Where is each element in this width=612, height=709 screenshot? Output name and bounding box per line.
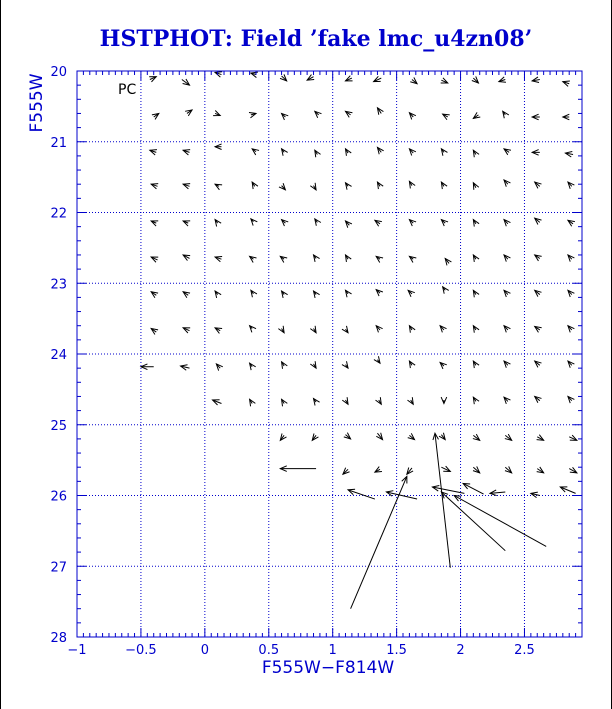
- vector-arrow: [535, 326, 542, 332]
- vector-arrow: [375, 467, 382, 473]
- vector-arrow: [342, 397, 348, 404]
- vector-head: [314, 255, 320, 262]
- x-tick-label: −0.5: [125, 643, 157, 658]
- vector-arrow: [473, 326, 479, 333]
- vector-head: [473, 255, 479, 262]
- x-tick-label: 1: [328, 643, 337, 658]
- vector-arrow: [443, 114, 450, 120]
- vector-head: [409, 326, 415, 333]
- vector-arrow: [251, 219, 257, 226]
- x-tick-label: −1: [67, 643, 87, 658]
- vector-arrow: [345, 111, 352, 117]
- vector-arrow: [563, 114, 570, 120]
- vector-arrow: [348, 489, 375, 499]
- vector-arrow: [183, 150, 190, 155]
- vector-arrow: [250, 326, 256, 333]
- vector-head: [282, 149, 288, 156]
- vector-arrow: [535, 182, 542, 188]
- vector-arrow: [569, 467, 577, 473]
- x-tick-label: 0: [200, 643, 209, 658]
- vector-arrow: [440, 362, 447, 368]
- vector-head: [443, 287, 449, 294]
- vector-arrow: [433, 433, 450, 567]
- vector-arrow: [377, 182, 383, 189]
- vector-arrow: [376, 397, 382, 404]
- vector-arrow: [473, 150, 479, 157]
- vector-arrow: [504, 180, 510, 187]
- vector-head: [377, 108, 383, 115]
- vector-head: [215, 328, 222, 334]
- vector-head: [473, 220, 479, 227]
- vector-arrow: [473, 361, 479, 368]
- vector-head: [503, 111, 509, 118]
- vector-arrow: [314, 291, 320, 298]
- vector-arrow: [278, 326, 284, 333]
- vector-head: [314, 399, 320, 406]
- vector-arrow: [342, 326, 348, 333]
- vector-arrow: [183, 221, 190, 226]
- vector-head: [183, 221, 190, 226]
- vector-arrow: [473, 466, 480, 472]
- vector-arrow: [182, 79, 190, 85]
- vector-arrow: [315, 219, 321, 226]
- vector-arrow: [280, 466, 316, 472]
- vector-arrow: [504, 149, 511, 155]
- vector-arrow: [310, 361, 316, 368]
- vector-arrow: [249, 112, 256, 117]
- vector-arrow: [215, 220, 221, 227]
- vector-arrow: [282, 291, 288, 298]
- x-axis-label: F555W−F814W: [261, 658, 395, 678]
- vector-head: [377, 182, 383, 189]
- y-tick-label: 23: [50, 277, 67, 293]
- vector-arrow: [441, 220, 448, 226]
- vector-arrow: [504, 220, 510, 227]
- vector-arrow: [473, 112, 480, 118]
- vector-arrow: [499, 77, 506, 82]
- vector-arrow: [345, 149, 351, 156]
- x-tick-label: 2.5: [514, 643, 535, 658]
- vector-arrow: [315, 150, 321, 157]
- vector-arrow: [441, 78, 448, 83]
- vector-arrow: [280, 433, 286, 440]
- vector-arrow: [473, 220, 479, 227]
- vector-arrow: [252, 149, 259, 155]
- vector-arrow: [151, 292, 158, 298]
- vector-shaft: [463, 483, 483, 494]
- vector-head: [409, 361, 415, 368]
- vector-shaft: [560, 487, 575, 493]
- vector-arrow: [441, 466, 450, 471]
- vector-arrow: [473, 183, 478, 190]
- vector-arrow: [568, 361, 574, 368]
- vector-arrow: [441, 149, 447, 156]
- vector-arrow: [151, 329, 158, 335]
- vector-arrow: [409, 256, 416, 262]
- vector-arrow: [532, 150, 540, 156]
- vector-arrow: [532, 114, 540, 120]
- vector-arrow: [408, 290, 415, 296]
- vector-arrow: [535, 396, 542, 402]
- vector-arrow: [445, 258, 451, 265]
- vector-head: [213, 110, 220, 115]
- vector-arrow: [282, 362, 288, 369]
- vector-head: [250, 399, 256, 406]
- vector-arrow: [314, 399, 320, 406]
- vector-arrow: [183, 184, 190, 189]
- vector-arrow: [345, 255, 351, 262]
- vector-arrow: [152, 113, 159, 119]
- vector-arrow: [215, 72, 222, 77]
- vector-arrow: [504, 255, 510, 262]
- vector-head: [251, 72, 258, 77]
- vector-arrow: [473, 434, 480, 440]
- vector-arrow: [250, 363, 256, 370]
- vector-arrow: [215, 144, 222, 150]
- vector-head: [375, 467, 382, 473]
- vector-arrow: [503, 111, 509, 118]
- vector-head: [215, 184, 222, 190]
- vector-arrow: [376, 326, 382, 333]
- vector-arrow: [535, 218, 542, 224]
- vector-arrow: [310, 183, 316, 190]
- vector-arrow: [565, 151, 573, 157]
- vector-head: [151, 221, 158, 226]
- vector-arrow: [568, 290, 574, 297]
- vector-arrow: [181, 365, 190, 370]
- vector-arrow: [377, 147, 383, 154]
- vector-arrow: [504, 397, 510, 404]
- vector-arrow: [532, 77, 540, 83]
- x-tick-label: 0.5: [258, 643, 280, 658]
- vector-head: [278, 326, 284, 333]
- vector-head: [473, 183, 478, 190]
- vector-arrow: [441, 492, 505, 551]
- vector-head: [345, 183, 351, 190]
- vector-arrow: [282, 113, 289, 119]
- vector-head: [345, 290, 351, 297]
- vector-shaft: [441, 492, 505, 551]
- vector-head: [374, 356, 380, 363]
- vector-head: [473, 326, 479, 333]
- vector-arrow: [282, 220, 289, 226]
- vector-arrow: [386, 491, 417, 499]
- vector-field: [141, 72, 577, 609]
- vector-arrow: [376, 256, 383, 262]
- vector-arrow: [149, 77, 156, 82]
- vector-arrow: [279, 183, 285, 190]
- vector-arrow: [213, 110, 220, 115]
- vector-head: [251, 290, 257, 297]
- vector-arrow: [409, 220, 416, 226]
- vector-arrow: [568, 326, 574, 333]
- x-tick-label: 1.5: [386, 643, 407, 658]
- y-tick-label: 28: [50, 631, 67, 646]
- y-tick-label: 27: [50, 560, 67, 576]
- vector-arrow: [409, 149, 415, 156]
- vector-head: [310, 183, 316, 190]
- vector-arrow: [408, 433, 415, 439]
- vector-shaft: [454, 496, 546, 547]
- vector-arrow: [410, 77, 417, 83]
- vector-arrow: [215, 291, 221, 298]
- vector-arrow: [314, 255, 320, 262]
- vector-arrow: [568, 255, 574, 262]
- vector-arrow: [252, 182, 258, 189]
- vector-arrow: [409, 181, 415, 188]
- vector-head: [473, 290, 479, 297]
- vector-arrow: [504, 326, 510, 333]
- vector-arrow: [312, 433, 318, 440]
- vector-arrow: [407, 397, 413, 404]
- vector-arrow: [374, 76, 382, 81]
- vector-arrow: [441, 182, 447, 189]
- vector-arrow: [504, 290, 510, 297]
- vector-head: [282, 291, 288, 298]
- vector-head: [314, 291, 320, 298]
- vector-arrow: [463, 483, 483, 494]
- vector-head: [409, 181, 415, 188]
- vector-head: [443, 114, 450, 120]
- vector-arrow: [569, 435, 577, 440]
- vector-arrow: [535, 290, 542, 296]
- vector-arrow: [213, 400, 222, 405]
- vector-arrow: [151, 221, 158, 226]
- vector-head: [342, 326, 348, 333]
- vector-arrow: [409, 361, 415, 368]
- vector-arrow: [307, 75, 314, 81]
- vector-arrow: [282, 149, 288, 156]
- vector-shaft: [351, 476, 407, 608]
- vector-arrow: [216, 364, 222, 371]
- vector-arrow: [345, 76, 352, 81]
- vector-arrow: [185, 110, 192, 116]
- vector-arrow: [472, 76, 479, 83]
- vector-arrow: [473, 255, 479, 262]
- y-tick-label: 25: [50, 418, 67, 434]
- vector-arrow: [374, 356, 380, 363]
- vector-arrow: [568, 182, 574, 189]
- vector-arrow: [150, 150, 157, 155]
- vector-arrow: [351, 476, 407, 608]
- vector-head: [342, 397, 348, 404]
- vector-head: [282, 399, 288, 406]
- vector-arrow: [473, 290, 479, 297]
- vector-head: [441, 182, 447, 189]
- vector-arrow: [151, 184, 158, 189]
- y-axis-label: F555W: [27, 73, 47, 133]
- vector-arrow: [310, 326, 316, 333]
- vector-arrow: [537, 435, 544, 441]
- vector-arrow: [535, 255, 542, 261]
- chart-title: HSTPHOT: Field ’fake lmc_u4zn08’: [99, 26, 533, 52]
- vector-head: [537, 467, 544, 473]
- vector-head: [249, 112, 256, 117]
- vector-arrow: [282, 399, 288, 406]
- detector-label: PC: [118, 82, 137, 98]
- vector-arrow: [280, 74, 287, 81]
- y-tick-label: 20: [50, 65, 67, 80]
- vector-arrow: [535, 361, 542, 367]
- vector-head: [473, 361, 479, 368]
- vector-shaft: [348, 490, 375, 499]
- vector-arrow: [141, 364, 154, 370]
- vector-arrow: [505, 434, 512, 440]
- vector-head: [473, 397, 479, 404]
- y-tick-label: 24: [50, 348, 67, 363]
- vector-head: [473, 150, 479, 157]
- vector-shaft: [435, 433, 450, 567]
- vector-arrow: [490, 490, 505, 496]
- vector-head: [441, 149, 447, 156]
- vector-head: [315, 150, 321, 157]
- vector-arrow: [315, 111, 322, 117]
- vector-arrow: [407, 467, 413, 474]
- vector-arrow: [344, 433, 351, 439]
- vector-head: [345, 255, 351, 262]
- vector-head: [376, 397, 382, 404]
- vector-arrow: [345, 221, 351, 228]
- y-tick-label: 26: [50, 489, 67, 505]
- vector-arrow: [560, 487, 575, 493]
- vector-arrow: [250, 256, 257, 262]
- vector-arrow: [345, 290, 351, 297]
- vector-arrow: [376, 290, 383, 296]
- vector-arrow: [151, 257, 158, 262]
- vector-arrow: [215, 256, 222, 261]
- vector-arrow: [183, 292, 190, 298]
- vector-arrow: [432, 486, 464, 494]
- vector-arrow: [443, 287, 449, 294]
- vector-head: [215, 220, 221, 227]
- vector-arrow: [343, 468, 350, 475]
- vector-arrow: [537, 467, 544, 473]
- vector-head: [252, 182, 258, 189]
- vector-arrow: [251, 290, 257, 297]
- vector-head: [342, 361, 348, 368]
- y-tick-label: 22: [50, 206, 67, 222]
- vector-arrow: [439, 433, 445, 440]
- vector-arrow: [345, 183, 351, 190]
- vector-head: [215, 291, 221, 298]
- x-tick-label: 2: [456, 643, 465, 658]
- vector-arrow: [441, 397, 447, 404]
- vector-arrow: [440, 326, 446, 333]
- vector-arrow: [473, 397, 479, 404]
- vector-head: [315, 219, 321, 226]
- vector-arrow: [215, 328, 222, 334]
- vector-head: [310, 326, 316, 333]
- vector-arrow: [563, 81, 570, 86]
- vector-head: [345, 149, 351, 156]
- vector-arrow: [454, 496, 546, 547]
- vector-arrow: [409, 113, 415, 120]
- vector-arrow: [504, 361, 510, 368]
- vector-head: [250, 363, 256, 370]
- vector-arrow: [568, 220, 575, 226]
- vector-head: [407, 397, 413, 404]
- vector-arrow: [375, 220, 382, 226]
- vector-arrow: [280, 256, 287, 262]
- vector-arrow: [251, 72, 258, 77]
- vector-arrow: [183, 255, 190, 261]
- vector-head: [310, 361, 316, 368]
- vector-arrow: [183, 328, 190, 333]
- y-tick-label: 21: [50, 135, 67, 151]
- vector-arrow: [531, 492, 540, 497]
- grid-lines: [77, 71, 582, 637]
- vector-head: [282, 362, 288, 369]
- vector-arrow: [215, 184, 222, 190]
- vector-arrow: [568, 396, 574, 403]
- vector-arrow: [409, 326, 415, 333]
- vector-arrow: [342, 361, 348, 368]
- vector-arrow: [377, 108, 383, 115]
- vector-arrow: [505, 466, 512, 472]
- vector-arrow: [376, 433, 382, 440]
- vector-arrow: [250, 399, 256, 406]
